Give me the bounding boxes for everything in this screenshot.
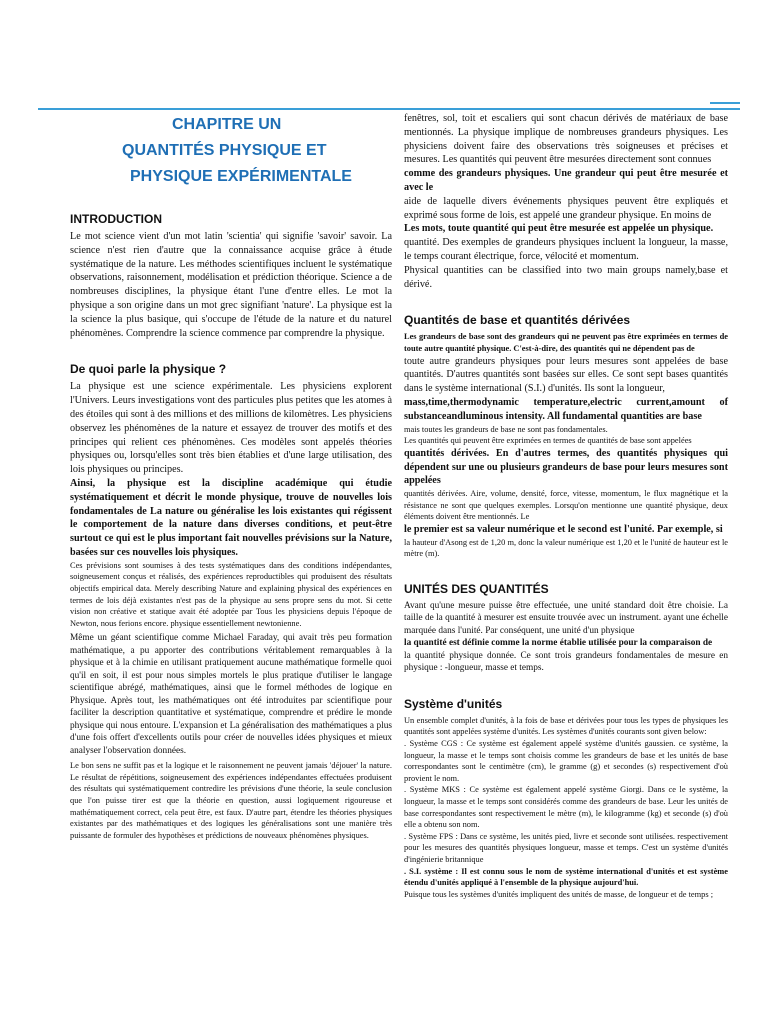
mks-system-item: . Système MKS : Ce système est également appelé système Giorgi. Dans ce le système, la longueur, la masse et le temps sont considérés comme des grandeurs de base. Leur les unités de base correspondantes sont respectivement le mètre (m), le kilogramme (kg) et seconde (s) d'où elle a obtenu son nom.	[404, 785, 728, 830]
closing-paragraph: Puisque tous les systèmes d'unités impliquent des unités de masse, de longueur et de temps ;	[404, 889, 714, 899]
system-of-units-heading: Système d'unités	[404, 696, 503, 711]
system-of-units-paragraph: Un ensemble complet d'unités, à la fois de base et dérivées pour tous les types de physiques les quantités sont appelées système d'unités. Les systèmes d'unités courants sont given below:	[404, 715, 728, 737]
right-column	[404, 112, 728, 900]
physical-quantity-explained: aide de laquelle divers événements physiques peuvent être expliqués et exprimé sous forme de lois, est appelé une grandeur physique. En moins de	[404, 195, 728, 221]
base-quantities-list: mass,time,thermodynamic temperature,electric current,amount of substanceandluminous intensity. All fundamental quantities are base	[404, 396, 728, 422]
common-sense-paragraph: Le bon sens ne suffit pas et la logique et le raisonnement ne peuvent jamais 'déjouer' la nature. Le résultat de répétitions, soigneusement des expériences indépendantes effectuées produisent des résultats qui systématiquement contredire les prévisions d'une théorie, la seule conclusion que l'on puisse tirer est que la théorie en question, aussi logiquement rigoureuse et mathématiquement correct, cela peut être, est faux. D'autre part, étendre les théories physiques existantes par des mathématiques et des logiques les généralisations sont une manière très puissante de formuler des hypothèses et prédictions de nouveaux phénomènes physiques.	[70, 761, 392, 840]
base-quantities-paragraph: toute autre grandeurs physiques pour leurs mesures sont appelées de base quantités. D'autres quantités sont basées sur elles. Ce sont sept bases quantités dans le système international (S.I.) d'unités. Ils sont la longueur,	[404, 355, 728, 395]
cgs-system-item: . Système CGS : Ce système est également appelé système d'unités gaussien. ce système, la longueur, la masse et le temps sont choisis comme les grandeurs de base et les unités de base correspondantes sont le centimètre (cm), le gramme (g) et secondes (s) respectivement d'où provient le nom.	[404, 739, 728, 783]
fundamental-quantities-paragraph: la quantité physique donnée. Ce sont trois grandeurs fondamentales de mesure en physique : -longueur, masse et temps.	[404, 650, 728, 674]
header-rule	[38, 108, 740, 110]
left-column	[70, 112, 392, 841]
fps-system-item: . Système FPS : Dans ce système, les unités pied, livre et seconde sont utilisées. respectivement pour les mesures des quantités physiques longueur, masse et temps. C'est un système d'unités d'ingénierie britannique	[404, 831, 728, 864]
derived-quantities-examples: quantités dérivées. Aire, volume, densité, force, vitesse, momentum, le flux magnétique et la résistance ne sont que quelques exemples. Lorsqu'on mentionne une quantité physique, deux éléments doivent être mentionnés. Le	[404, 489, 728, 522]
physics-about-paragraph: La physique est une science expérimentale. Les physiciens explorent l'Univers. Leurs investigations vont des particules plus petites que les atomes à des étoiles qui sont à des millions et des millions de kilomètres. Les physiciens observez les phénomènes de la nature et essayez de trouver des motifs et des principes qui relient ces phénomènes. Ces modèles sont appelés théories physiques ou, lorsqu'elles sont très bien établies et d'une large utilisation, des lois physiques ou principes.	[70, 381, 392, 476]
units-heading: UNITÉS DES QUANTITÉS	[404, 581, 549, 596]
chapter-label: CHAPITRE UN	[172, 116, 282, 133]
physics-definition-paragraph: Ainsi, la physique est la discipline académique qui étudie systématiquement et décrit le monde physique, trouve de nouvelles lois fondamentales de La nature ou généralise les lois existantes qui régissent le comportement de la nature dans diverses conditions, et peut-être surtout ce qui est le plus important fait nouvelles prévisions sur la Nature, basées sur ces nouvelles lois physiques.	[70, 477, 392, 558]
header-tick-line	[710, 102, 740, 104]
physical-quantity-examples: quantité. Des exemples de grandeurs physiques incluent la longueur, la masse, le temps courant électrique, force, vélocité et momentum.	[404, 237, 728, 262]
classification-paragraph: Physical quantities can be classified into two main groups namely,base et dérivé.	[404, 264, 728, 290]
base-derived-heading: Quantités de base et quantités dérivées	[404, 313, 631, 328]
predictions-paragraph: Ces prévisions sont soumises à des tests systématiques dans des conditions indépendantes, soigneusement conçus et réalisés, des expériences reproductibles qui produisent des résultats objectifs empirical data. Merely describing Nature and explaining physical des expériences en termes de lois déjà existantes n'est pas de la physique au sens propre sens du mot. Si cette vision non créative et statique avait été adoptée par Tous les physiciens depuis l'époque de Newton, nous ferions encore. physique essentiellement newtonienne.	[70, 560, 392, 628]
chapter-title-line1: QUANTITÉS PHYSIQUE ET	[122, 142, 327, 159]
chapter-title-line2: PHYSIQUE EXPÉRIMENTALE	[130, 168, 352, 185]
intro-paragraph: Le mot science vient d'un mot latin 'scientia' qui signifie 'savoir' savoir. La science n'est rien d'autre que la connaissance acquise grâce à étude systématique de la nature. Les méthodes scientifiques incluent le systématique observations, raisonnement, modélisation et prédiction théorique. Science a de nombreuses disciplines, la physique étant l'une d'entre elles. Le mot la physique a son origine dans un mot grec signifiant 'nature'. La physique est la la science la plus basique, qui s'occupe de l'étude de la nature et du naturel phénomènes. Comprendre la science commence par comprendre la physique.	[70, 231, 392, 339]
physical-quantities-paragraph: fenêtres, sol, toit et escaliers qui sont chacun dérivés de matériaux de base mentionnés. La physique implique de nombreuses grandeurs physiques. Les physiciens doivent faire des observations très soigneuses et précises et mesures. Les quantités qui peuvent être mesurées directement sont connues	[404, 113, 728, 166]
si-system-item: . S.I. système : Il est connu sous le nom de système international d'unités et est système étendu d'unités appliqué à l'ensemble de la physique aujourd'hui.	[404, 866, 728, 888]
value-and-unit-statement: le premier est sa valeur numérique et le second est l'unité. Par exemple, si	[404, 523, 723, 535]
base-quantities-note: mais toutes les grandeurs de base ne sont pas fondamentales.	[404, 424, 608, 434]
base-quantities-definition: Les grandeurs de base sont des grandeurs qui ne peuvent pas être exprimées en termes de toute autre quantité physique. C'est-à-dire, des quantités qui ne dépendent pas de	[404, 332, 728, 353]
derived-quantities-definition: quantités dérivées. En d'autres termes, des quantités physiques qui dépendent sur une ou plusieurs grandeurs de base pour leurs mesures sont appelées	[404, 447, 728, 487]
intro-heading: INTRODUCTION	[70, 212, 162, 226]
physics-about-heading: De quoi parle la physique ?	[70, 362, 227, 377]
faraday-paragraph: Même un géant scientifique comme Michael Faraday, qui avait très peu formation mathématique, a pu apporter des contributions véritablement remarquables à la physique et à la chimie en utilisant pratiquement aucune mathématique formelle quoi qu'il en soit, il est pour nous simples mortels le plus pratique d'utiliser le langage scientifique abrégé, mathématiques, ainsi que le formel méthodes de logique en Physique. Après tout, les mathématiques ont été introduites par scientifique pour faciliter la description quantitative et systématique, comprendre et prédire le monde physique qui nous entoure. L'expansion et La généralisation des mathématiques a plus d'une fois offert d'excellents outils pour créer de nouvelles idées physiques et mieux analyser l'observation données.	[70, 633, 392, 756]
derived-quantities-intro: Les quantités qui peuvent être exprimées en termes de quantités de base sont appelées	[404, 436, 692, 446]
physical-quantity-definition: comme des grandeurs physiques. Une grandeur qui peut être mesurée et avec le	[404, 168, 728, 193]
physical-quantity-summary: Les mots, toute quantité qui peut être mesurée est appelée un physique.	[404, 223, 714, 235]
unit-definition: la quantité est définie comme la norme établie utilisée pour la comparaison de	[404, 638, 713, 649]
units-paragraph: Avant qu'une mesure puisse être effectuée, une unité standard doit être choisie. La taille de la quantité à mesurer est ensuite trouvée avec un instrument. ayant une échelle marquée dans l'unité. Par conséquent, une unité d'un physique	[404, 600, 728, 636]
height-example: la hauteur d'Asong est de 1,20 m, donc la valeur numérique est 1,20 et le l'unité de hauteur est le mètre (m).	[404, 537, 728, 559]
